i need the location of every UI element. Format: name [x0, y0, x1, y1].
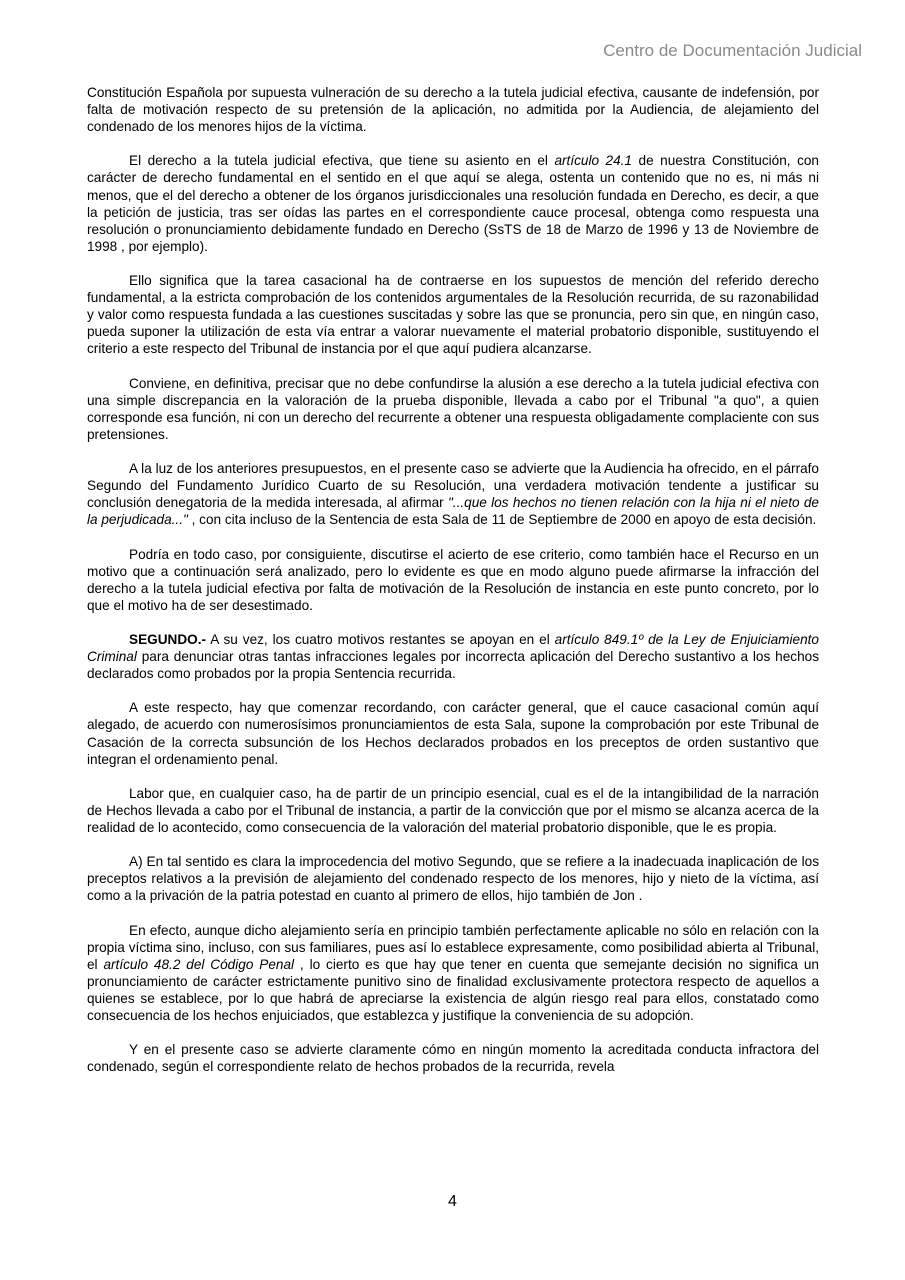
paragraph-6: Podría en todo caso, por consiguiente, discutirse el acierto de ese criterio, como también hace el Recurso en un motivo que a continuación será analizado, pero lo evidente es que en modo alguno puede afirmarse la infracción del derecho a la tutela judicial efectiva por falta de motivación de la Resolución de instancia en este punto concreto, por lo que el motivo ha de ser desestimado. [87, 546, 819, 613]
paragraph-5-text-a: A la luz de los anteriores presupuestos, en el presente caso se advierte que la Audiencia ha ofrecido, en el párrafo Segundo del Fundamento Jurídico Cuarto de su Resolución, una verdadera motivación tendente a justificar su conclusión denegatoria de la medida interesada, al afirmar [87, 461, 819, 511]
paragraph-7-text-b: para denunciar otras tantas infracciones legales por incorrecta aplicación del Derecho sustantivo a los hechos declarados como probados por la propia Sentencia recurrida. [87, 649, 819, 682]
paragraph-2-text-b: de nuestra Constitución, con carácter de derecho fundamental en el sentido en el que aquí se alega, ostenta un contenido que no es, ni más ni menos, que el del derecho a obtener de los órganos jurisdiccionales una resolución fundada en Derecho, es decir, a que la petición de justicia, tras ser oídas las partes en el correspondiente cauce procesal, obtenga como respuesta una resolución o pronunciamiento debidamente fundado en Derecho (SsTS de 18 de Marzo de 1996 y 13 de Noviembre de 1998 , por ejemplo). [87, 153, 819, 254]
page-number: 4 [448, 1193, 457, 1210]
paragraph-11-text-b: , lo cierto es que hay que tener en cuenta que semejante decisión no significa un pronunciamiento de carácter estrictamente punitivo sino de finalidad exclusivamente protectora respecto de aquellos a quienes se establece, por lo que habrá de apreciarse la existencia de algún riesgo real para ellos, constatado como consecuencia de los hechos enjuiciados, que establezca y justifique la conveniencia de su adopción. [87, 956, 819, 1024]
paragraph-11-citation: artículo 48.2 del Código Penal [103, 956, 295, 972]
paragraph-9: Labor que, en cualquier caso, ha de partir de un principio esencial, cual es el de la intangibilidad de la narración de Hechos llevada a cabo por el Tribunal de instancia, a partir de la convicción que por el mismo se alcanza acerca de la realidad de lo acontecido, como consecuencia de la valoración del material probatorio disponible, que le es propia. [87, 785, 819, 836]
paragraph-7-text-a: A su vez, los cuatro motivos restantes se apoyan en el [206, 632, 555, 647]
paragraph-2 [87, 152, 819, 255]
paragraph-1: Constitución Española por supuesta vulneración de su derecho a la tutela judicial efectiva, causante de indefensión, por falta de motivación respecto de su pretensión de la aplicación, no admitida por la Audiencia, de alejamiento del condenado de los menores hijos de la víctima. [87, 85, 819, 135]
paragraph-11 [87, 922, 819, 1025]
paragraph-7 [87, 631, 819, 682]
paragraph-5-quote: "...que los hechos no tienen relación con la hija ni el nieto de la perjudicada..." [87, 495, 819, 528]
paragraph-4: Conviene, en definitiva, precisar que no debe confundirse la alusión a ese derecho a la tutela judicial efectiva con una simple discrepancia en la valoración de la prueba disponible, llevada a cabo por el Tribunal "a quo", a quien corresponde esa función, ni con un derecho del recurrente a obtener una respuesta obligadamente complaciente con sus pretensiones. [87, 375, 819, 442]
paragraph-5 [87, 460, 819, 528]
paragraph-8: A este respecto, hay que comenzar recordando, con carácter general, que el cauce casacional común aquí alegado, de acuerdo con numerosísimos pronunciamientos de esta Sala, supone la comprobación por este Tribunal de Casación de la correcta subsunción de los Hechos declarados probados en los preceptos de orden sustantivo que integran el ordenamiento penal. [87, 700, 819, 767]
document-body [87, 84, 819, 1075]
document-header: Centro de Documentación Judicial [603, 41, 862, 60]
paragraph-2-citation: artículo 24.1 [554, 153, 632, 169]
paragraph-10: A) En tal sentido es clara la improcedencia del motivo Segundo, que se refiere a la inadecuada inaplicación de los preceptos relativos a la previsión de alejamiento del condenado respecto de los menores, hijo y nieto de la víctima, así como a la privación de la patria potestad en cuanto al primero de ellos, hijo también de Jon . [87, 854, 819, 904]
paragraph-2-text-a: El derecho a la tutela judicial efectiva, que tiene su asiento en el [129, 153, 555, 169]
paragraph-12: Y en el presente caso se advierte claramente cómo en ningún momento la acreditada conducta infractora del condenado, según el correspondiente relato de hechos probados de la recurrida, revela [87, 1042, 819, 1075]
paragraph-11-text-a: En efecto, aunque dicho alejamiento sería en principio también perfectamente aplicable no sólo en relación con la propia víctima sino, incluso, con sus familiares, pues así lo establece expresamente, como posibilidad abierta al Tribunal, el [87, 922, 819, 972]
paragraph-5-text-b: , con cita incluso de la Sentencia de esta Sala de 11 de Septiembre de 2000 en apoyo de esta decisión. [187, 512, 817, 528]
paragraph-7-citation: artículo 849.1º de la Ley de Enjuiciamiento Criminal [87, 632, 819, 665]
section-heading-segundo: SEGUNDO.- [129, 632, 207, 647]
paragraph-3: Ello significa que la tarea casacional ha de contraerse en los supuestos de mención del referido derecho fundamental, a la estricta comprobación de los contenidos argumentales de la Resolución recurrida, de su razonabilidad y valor como respuesta fundada a las cuestiones suscitadas y sobre las que se pronuncia, pero sin que, en ningún caso, pueda suponer la utilización de esta vía entrar a valorar nuevamente el material probatorio disponible, sustituyendo el criterio a este respecto del Tribunal de instancia por el que aquí pudiera alcanzarse. [87, 273, 819, 357]
